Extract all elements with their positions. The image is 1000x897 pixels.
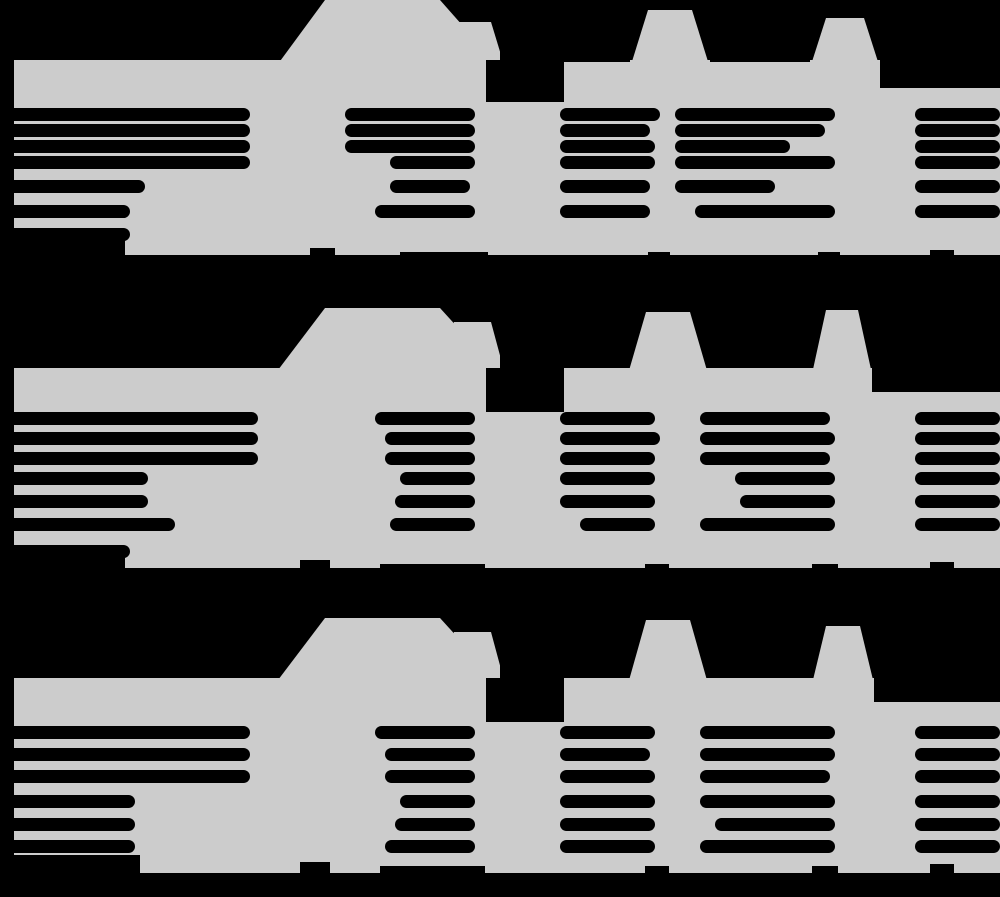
mask-bar [560, 726, 655, 739]
mask-bar [385, 840, 475, 853]
mask-bar [560, 770, 655, 783]
mask-bar [715, 818, 835, 831]
mask-notch [645, 866, 669, 897]
mask-notch [812, 866, 838, 897]
mask-peak [628, 620, 708, 684]
mask-notch [380, 866, 485, 897]
mask-notch [0, 855, 140, 897]
mask-column-gap [500, 610, 628, 678]
mask-bar [0, 818, 135, 831]
mask-notch [930, 864, 954, 897]
mask-bar [395, 818, 475, 831]
mask-bar [915, 818, 1000, 831]
mask-bar [700, 770, 830, 783]
mask-bar [0, 770, 250, 783]
mask-bar [915, 726, 1000, 739]
mask-bar [915, 795, 1000, 808]
mask-bar [700, 795, 835, 808]
mask-bar [915, 840, 1000, 853]
mask-bar [915, 770, 1000, 783]
mask-bar [560, 818, 655, 831]
mask-bar [0, 795, 135, 808]
mask-bar [0, 840, 135, 853]
mask-bar [700, 748, 835, 761]
mask-bar [400, 795, 475, 808]
mask-bar [700, 726, 835, 739]
mask-bar [385, 770, 475, 783]
mask-notch [300, 862, 330, 897]
mask-bar [0, 726, 250, 739]
mask-bar [385, 748, 475, 761]
mask-bar [560, 840, 655, 853]
mask-peak [812, 626, 874, 684]
mask-bar [560, 795, 655, 808]
mask-bar [560, 748, 650, 761]
mask-bar [700, 840, 835, 853]
mask-column-gap [708, 610, 812, 678]
mask-bar [0, 748, 250, 761]
mask-bar [915, 748, 1000, 761]
mask-bar [375, 726, 475, 739]
mask-column-gap [874, 610, 1000, 702]
mask-column-gap [486, 678, 564, 722]
